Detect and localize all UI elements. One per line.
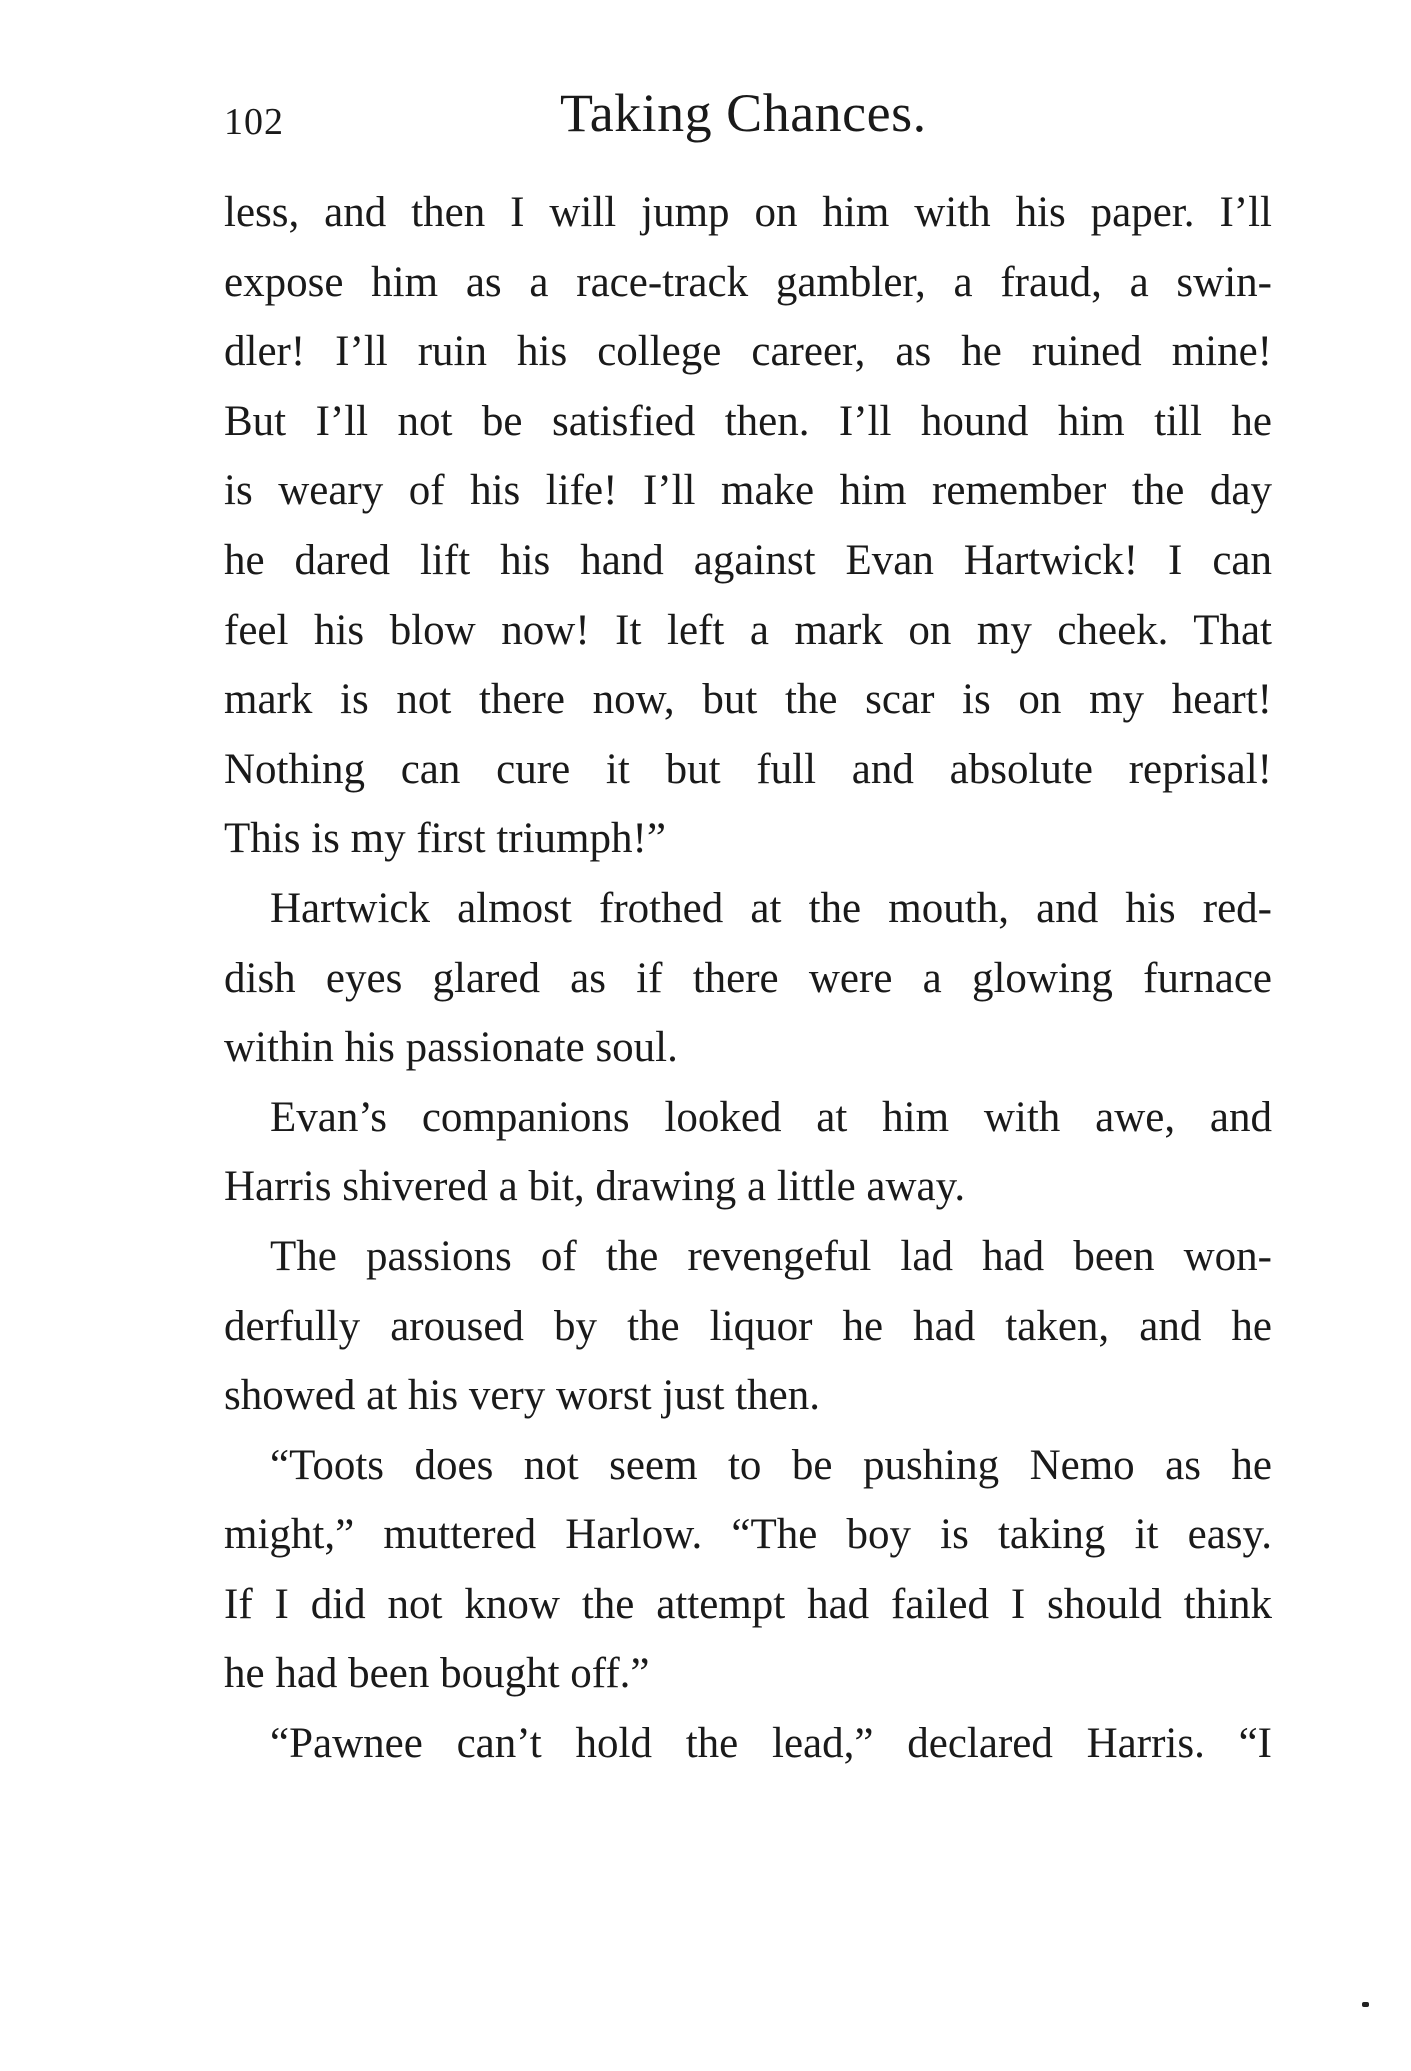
text-line: he dared lift his hand against Evan Hartwick! I can	[224, 536, 1272, 584]
paragraph-first-line: “Pawnee can’t hold the lead,” declared Harris. “I	[270, 1720, 1272, 1768]
running-head	[224, 82, 1272, 152]
text-line: derfully aroused by the liquor he had taken, and he	[224, 1302, 1272, 1350]
text-line: But I’ll not be satisfied then. I’ll hound him till he	[224, 397, 1272, 445]
text-line: is weary of his life! I’ll make him remember the day	[224, 467, 1272, 515]
text-line: showed at his very worst just then.	[224, 1372, 820, 1420]
text-line: Harris shivered a bit, drawing a little away.	[224, 1163, 966, 1211]
text-line: within his passionate soul.	[224, 1024, 678, 1072]
paragraph-first-line: The passions of the revengeful lad had been won-	[270, 1232, 1272, 1280]
text-line: might,” muttered Harlow. “The boy is taking it easy.	[224, 1511, 1272, 1559]
body-text	[224, 178, 1272, 1779]
paragraph-first-line: “Toots does not seem to be pushing Nemo as he	[270, 1441, 1272, 1489]
scan-speck	[1362, 2002, 1369, 2007]
paragraph-first-line: Hartwick almost frothed at the mouth, and his red-	[270, 884, 1272, 932]
text-line: mark is not there now, but the scar is on my heart!	[224, 676, 1272, 724]
paragraph-first-line: Evan’s companions looked at him with awe, and	[270, 1093, 1272, 1141]
text-line: expose him as a race-track gambler, a fraud, a swin-	[224, 258, 1272, 306]
text-line: If I did not know the attempt had failed I should think	[224, 1580, 1272, 1628]
text-line: dler! I’ll ruin his college career, as he ruined mine!	[224, 328, 1272, 376]
text-line: This is my first triumph!”	[224, 815, 666, 863]
text-line: feel his blow now! It left a mark on my cheek. That	[224, 606, 1272, 654]
page-number: 102	[224, 101, 284, 143]
text-line: Nothing can cure it but full and absolute reprisal!	[224, 745, 1272, 793]
running-title: Taking Chances.	[560, 83, 927, 143]
text-line: dish eyes glared as if there were a glowing furnace	[224, 954, 1272, 1002]
text-line: he had been bought off.”	[224, 1650, 650, 1698]
text-line: less, and then I will jump on him with his paper. I’ll	[224, 189, 1272, 236]
